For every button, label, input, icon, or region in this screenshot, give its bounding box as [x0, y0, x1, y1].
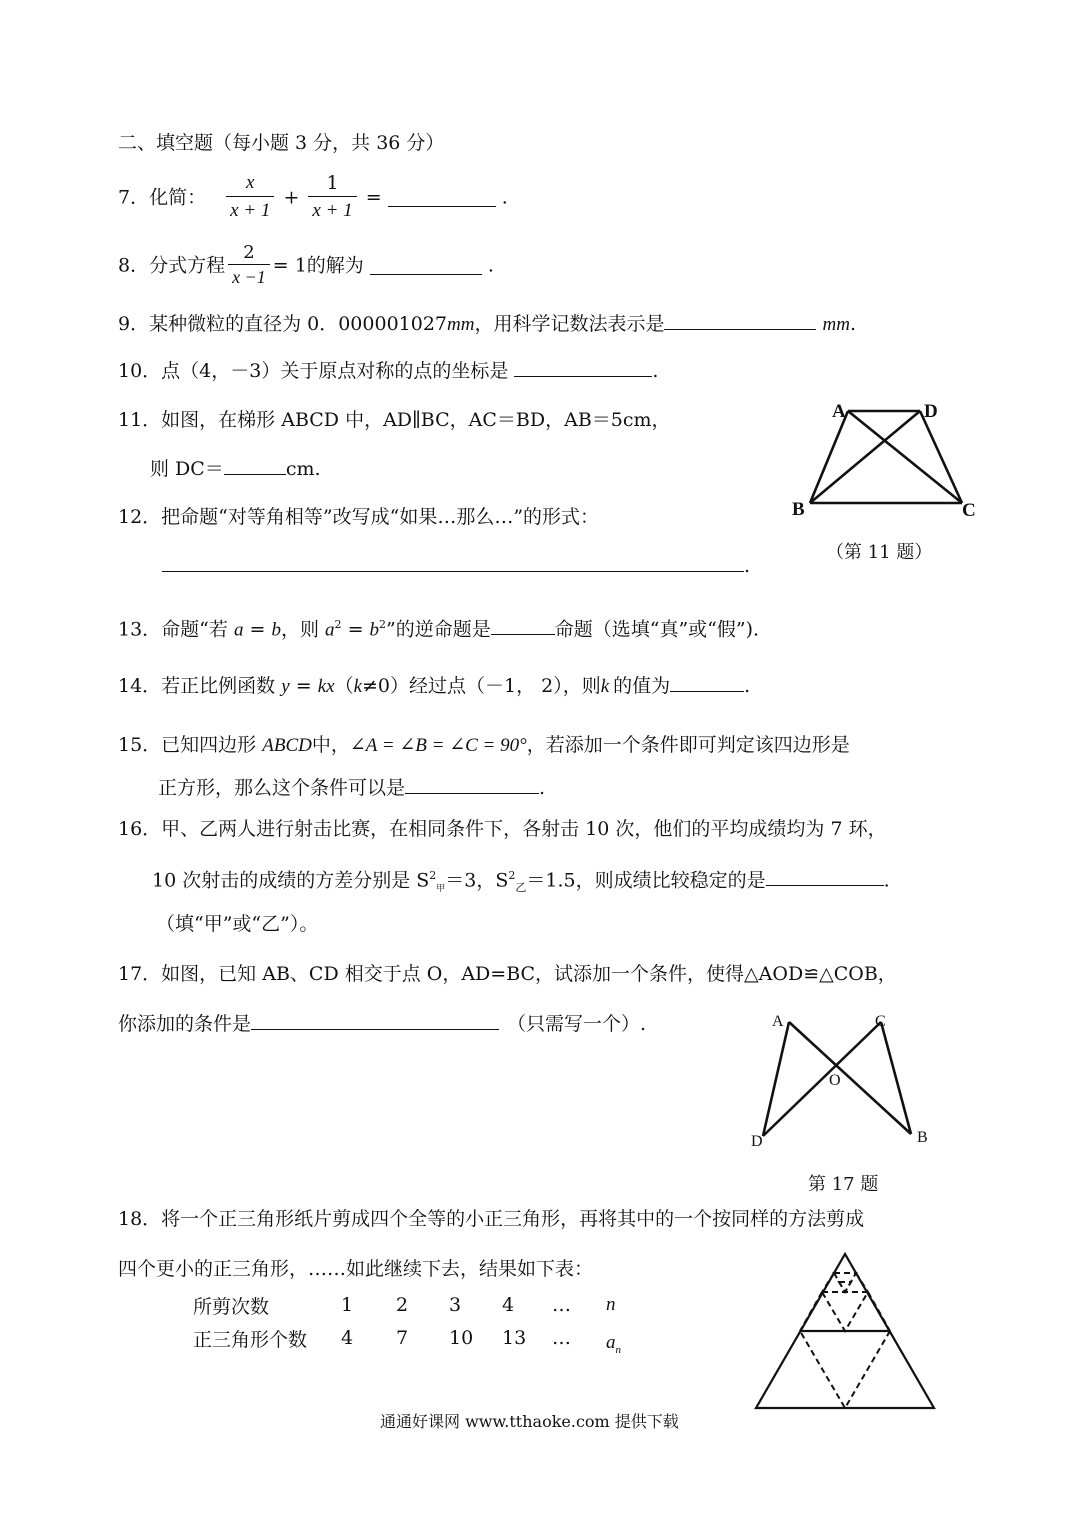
q14-var-kx: kx [317, 676, 335, 697]
q13-var-b2: b [369, 619, 380, 641]
section-title: 二、填空题（每小题 3 分，共 36 分） [118, 132, 445, 154]
q10-answer-blank[interactable] [514, 358, 652, 377]
q18-cell-n: n [606, 1294, 616, 1315]
q7-frac1-num: x [226, 170, 274, 197]
q18-cell: 4 [341, 1327, 354, 1349]
q18-cell: 3 [449, 1294, 462, 1316]
q18-cell: 7 [396, 1327, 409, 1349]
question-13 [118, 613, 759, 642]
q17-answer-blank[interactable] [251, 1011, 499, 1030]
q11-label-a: A [832, 401, 846, 422]
question-9 [118, 311, 856, 337]
q14-var-k: k [353, 676, 363, 697]
q15-line2-text: 正方形，那么这个条件可以是 [158, 777, 406, 799]
q18-cell: 4 [502, 1294, 515, 1316]
footer-credit: 通通好课网 www.tthaoke.com 提供下载 [380, 1412, 679, 1431]
q7-fraction-2 [308, 170, 356, 225]
q18-a: a [606, 1331, 616, 1353]
q7-frac2-num: 1 [308, 170, 356, 197]
q16-sub-jia: 甲 [436, 884, 446, 895]
question-15-line-2 [158, 775, 545, 800]
q16-text-c: ＝1.5，则成绩比较稳定的是 [526, 869, 766, 892]
question-11-line-2 [150, 456, 321, 481]
q8-period: . [487, 254, 494, 277]
q17-label-a: A [772, 1013, 784, 1030]
q16-answer-blank[interactable] [766, 867, 884, 886]
q11-caption: （第 11 题） [826, 542, 933, 563]
q13-eq1: = [249, 618, 266, 641]
q14-var-k2: k [600, 676, 610, 697]
q18-sub-n: n [615, 1343, 621, 1356]
q18-cell-header-count: 正三角形个数 [193, 1328, 308, 1351]
q14-text5: 的值为 [613, 675, 671, 697]
q15-text2: 中， [311, 734, 350, 756]
q8-frac-num: 2 [228, 242, 270, 265]
question-15-line-1 [118, 733, 850, 758]
q16-period: . [883, 869, 890, 892]
q13-var-b: b [271, 619, 281, 641]
q13-text1: 13．命题“若 [118, 618, 228, 641]
q18-cell: … [552, 1294, 571, 1316]
q7-frac2-den: x + 1 [312, 200, 353, 221]
q7-plus: + [283, 186, 300, 209]
q8-fraction [228, 242, 270, 289]
q12-answer-blank-1[interactable] [162, 553, 666, 572]
q13-text4: 命题（选填“真”或“假”). [554, 618, 760, 641]
q14-text4: 2），则 [541, 675, 601, 697]
question-14 [118, 673, 750, 699]
q10-period: . [652, 360, 659, 382]
q8-equals: = 1的解为 [272, 254, 364, 277]
q7-label: 7．化简： [118, 186, 207, 209]
question-10 [118, 358, 658, 383]
q18-cell-header-cuts: 所剪次数 [193, 1295, 270, 1318]
q17-label-c: C [875, 1013, 886, 1030]
q18-cell: 13 [502, 1327, 527, 1349]
q15-text3: ，若添加一个条件即可判定该四边形是 [526, 734, 850, 756]
question-16-line-1: 16．甲、乙两人进行射击比赛，在相同条件下，各射击 10 次，他们的平均成绩均为 7 环， [118, 818, 887, 840]
q13-var-a2: a [325, 619, 335, 641]
q18-table [193, 1291, 621, 1357]
q8-answer-blank[interactable] [370, 256, 482, 275]
q17-text-b: （只需写一个）. [507, 1013, 647, 1035]
q14-answer-blank[interactable] [670, 673, 744, 692]
q13-text2: ，则 [280, 618, 319, 641]
q15-abcd: ABCD [262, 735, 312, 756]
q13-exp1: 2 [334, 618, 342, 631]
q18-cell-an [606, 1319, 621, 1357]
q16-sup-b: 2 [508, 869, 516, 882]
q7-fraction-1 [226, 170, 274, 225]
q11-label-c: C [962, 500, 976, 521]
q11-label-d: D [924, 401, 938, 422]
q16-sup-a: 2 [429, 869, 437, 882]
q9-period: . [849, 313, 856, 335]
q15-angles: ∠A = ∠B = ∠C = 90° [349, 735, 527, 756]
question-17-line-1: 17．如图，已知 AB、CD 相交于点 O，AD=BC，试添加一个条件，使得△AOD≌△COB， [118, 963, 897, 985]
q18-cell: 2 [396, 1294, 409, 1316]
q13-answer-blank[interactable] [491, 616, 555, 635]
q10-text: 10．点（4，－3）关于原点对称的点的坐标是 [118, 360, 509, 382]
q17-label-b: B [917, 1129, 928, 1146]
q8-frac-den: x −1 [232, 267, 266, 287]
q15-text1: 15．已知四边形 [118, 734, 257, 756]
question-17-line-2 [118, 1011, 646, 1036]
q14-eq: = [295, 675, 312, 697]
q17-label-d: D [751, 1133, 763, 1150]
q14-period: . [744, 675, 751, 697]
q18-triangle-figure [748, 1248, 943, 1416]
q13-text3: ”的逆命题是 [386, 618, 491, 641]
q12-answer-blank-2[interactable] [666, 553, 744, 572]
q18-cell: … [552, 1327, 571, 1349]
q18-cell: 10 [449, 1327, 474, 1349]
q7-equals: = [365, 186, 382, 209]
q9-unit2: mm [822, 314, 850, 335]
q8-label: 8．分式方程 [118, 254, 226, 277]
q16-sub-yi: 乙 [515, 881, 527, 895]
q7-answer-blank[interactable] [388, 188, 496, 207]
q11-text: 则 DC＝ [150, 458, 224, 480]
q17-text-a: 你添加的条件是 [118, 1013, 252, 1035]
question-18-line-1: 18．将一个正三角形纸片剪成四个全等的小正三角形，再将其中的一个按同样的方法剪成 [118, 1208, 865, 1230]
q18-table-row-count [193, 1319, 621, 1357]
q14-ne: ≠0 [362, 675, 391, 697]
q18-table-row-cuts [193, 1291, 621, 1319]
q14-text1: 14．若正比例函数 [118, 675, 276, 697]
question-16-line-2 [152, 864, 890, 901]
q11-unit: cm. [285, 458, 321, 480]
q15-period: . [539, 777, 546, 799]
q14-text3: ）经过点（－1， [390, 675, 536, 697]
q18-cell: 1 [341, 1294, 354, 1316]
question-18-line-2: 四个更小的正三角形，……如此继续下去，结果如下表： [118, 1258, 594, 1280]
q9-text: 9．某种微粒的直径为 0．000001027 [118, 313, 448, 335]
q15-answer-blank[interactable] [405, 775, 539, 794]
q11-label-b: B [792, 499, 805, 520]
q13-var-a: a [233, 619, 244, 641]
q9-text2: ，用科学记数法表示是 [474, 313, 665, 335]
question-12-line-2 [162, 553, 750, 578]
q13-eq2: = [347, 618, 364, 641]
question-12-line-1: 12．把命题“对等角相等”改写成“如果…那么…”的形式： [118, 506, 600, 528]
q14-var-y: y [281, 676, 290, 697]
q16-text-b: ＝3，S [445, 869, 509, 892]
q11-answer-blank[interactable] [224, 456, 286, 475]
q13-exp2: 2 [379, 618, 387, 631]
q9-unit: mm [447, 314, 475, 335]
question-8 [118, 242, 494, 289]
q12-period: . [744, 555, 751, 577]
question-16-line-3: （填“甲”或“乙”）。 [156, 913, 319, 935]
q17-caption: 第 17 题 [808, 1174, 879, 1195]
q17-label-o: O [829, 1072, 841, 1089]
q7-frac1-den: x + 1 [230, 200, 271, 221]
q7-period: . [501, 186, 508, 209]
question-7 [118, 170, 508, 225]
q9-answer-blank[interactable] [664, 311, 816, 330]
q16-text-a: 10 次射击的成绩的方差分别是 S [152, 869, 430, 892]
question-11-line-1: 11．如图，在梯形 ABCD 中，AD∥BC，AC＝BD，AB＝5cm， [118, 409, 671, 431]
q14-text2: （ [334, 675, 354, 697]
